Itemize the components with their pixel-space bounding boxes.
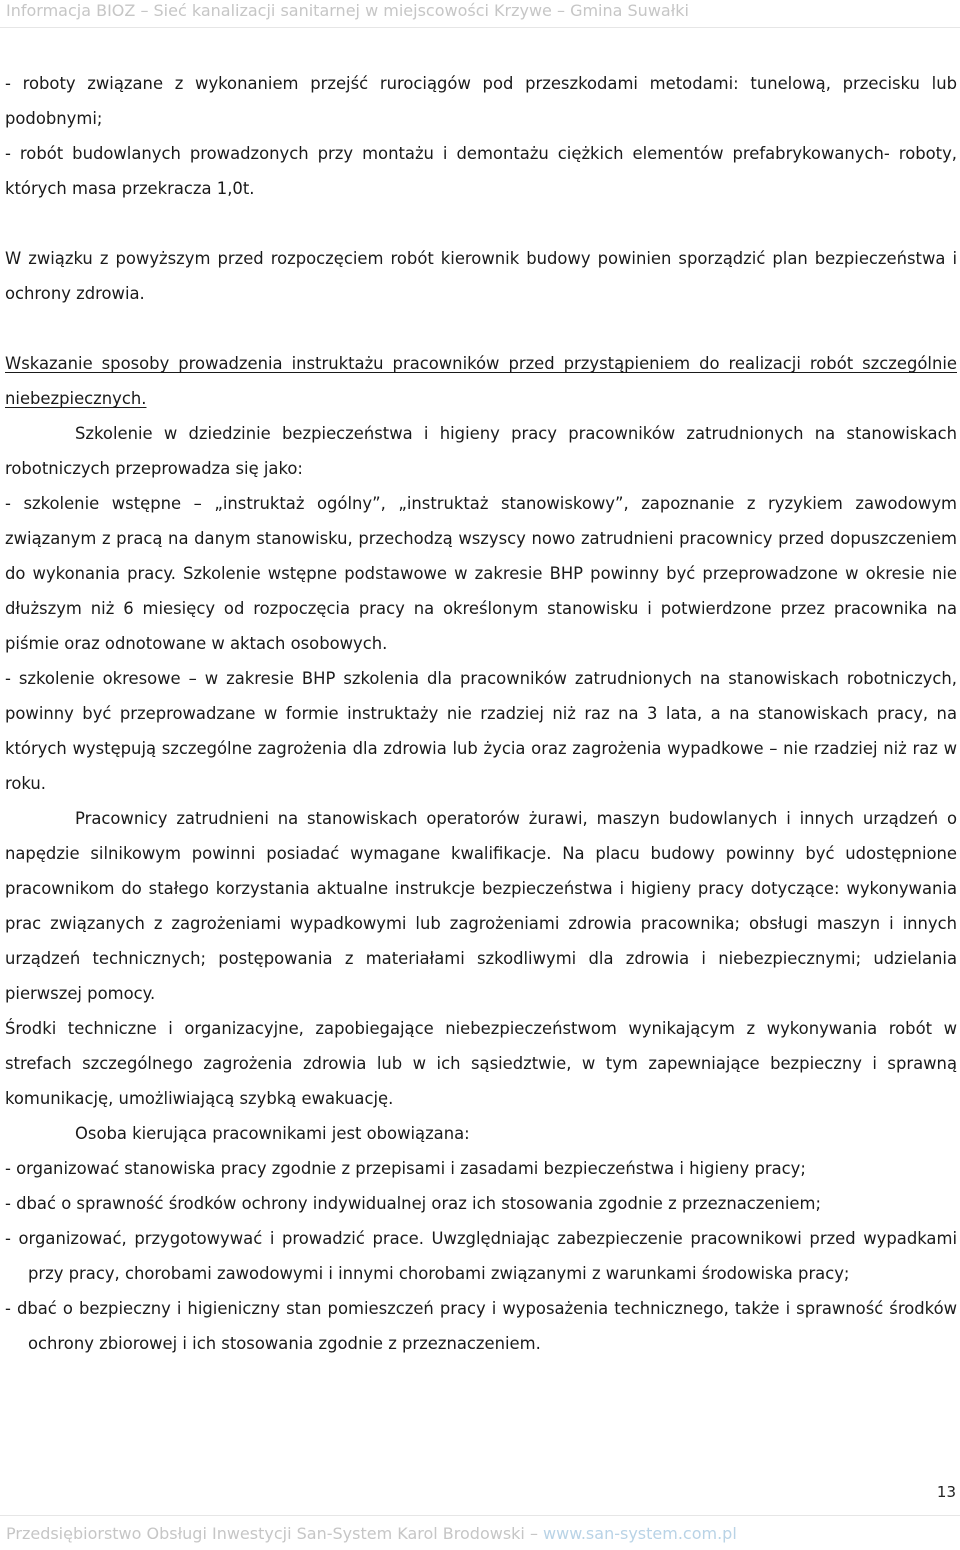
header-divider [0, 27, 960, 28]
paragraph-technical-measures: Środki techniczne i organizacyjne, zapobiegające niebezpieczeństwom wynikającym z wykonywania robót w strefach szczególnego zagrożenia zdrowia lub w ich sąsiedztwie, w tym zapewniające bezpieczny i sprawną komunikację, umożliwiającą szybką ewakuację. [5, 1019, 957, 1108]
running-footer [6, 1524, 956, 1544]
footer-website-link[interactable]: www.san-system.com.pl [543, 1524, 737, 1543]
page-number: 13 [936, 1483, 956, 1501]
footer-divider [0, 1515, 960, 1516]
footer-company: Przedsiębiorstwo Obsługi Inwestycji San-System Karol Brodowski – [6, 1524, 544, 1543]
spacer [5, 206, 957, 241]
paragraph-supervisor-duties: Osoba kierująca pracownikami jest obowiązana: [75, 1124, 470, 1143]
section-heading-training: Wskazanie sposoby prowadzenia instruktażu pracowników przed przystąpieniem do realizacji robót szczególnie niebezpiecznych. [5, 354, 957, 408]
spacer [5, 311, 957, 346]
document-body [5, 66, 957, 1361]
paragraph-safety-plan: W związku z powyższym przed rozpoczęciem robót kierownik budowy powinien sporządzić plan bezpieczeństwa i ochrony zdrowia. [5, 249, 957, 303]
list-item-duty: - organizować, przygotowywać i prowadzić prace. Uwzględniając zabezpieczenie pracownikowi przed wypadkami przy pracy, chorobami zawodowymi i innymi chorobami związanymi z warunkami środowiska pracy; [5, 1229, 957, 1283]
list-item-duty: - dbać o sprawność środków ochrony indywidualnej oraz ich stosowania zgodnie z przeznaczeniem; [5, 1194, 821, 1213]
paragraph-tunnel-works: - roboty związane z wykonaniem przejść rurociągów pod przeszkodami metodami: tunelową, przecisku lub podobnymi; [5, 74, 957, 128]
running-header: Informacja BIOZ – Sieć kanalizacji sanitarnej w miejscowości Krzywe – Gmina Suwałki [6, 1, 689, 20]
list-item-duty: - organizować stanowiska pracy zgodnie z przepisami i zasadami bezpieczeństwa i higieny pracy; [5, 1159, 806, 1178]
paragraph-prefab-works: - robót budowlanych prowadzonych przy montażu i demontażu ciężkich elementów prefabrykowanych- roboty, których masa przekracza 1,0t. [5, 144, 957, 198]
paragraph-operator-qualifications: Pracownicy zatrudnieni na stanowiskach operatorów żurawi, maszyn budowlanych i innych urządzeń o napędzie silnikowym powinni posiadać wymagane kwalifikacje. Na placu budowy powinny być udostępnione pracownikom do stałego korzystania aktualne instrukcje bezpieczeństwa i higieny pracy dotyczące: wykonywania prac związanych z zagrożeniami wypadkowymi lub zagrożeniami zdrowia pracownika; obsługi maszyn i innych urządzeń technicznych; postępowania z materiałami szkodliwymi dla zdrowia i niebezpiecznymi; udzielania pierwszej pomocy. [5, 809, 957, 1003]
paragraph-periodic-training: - szkolenie okresowe – w zakresie BHP szkolenia dla pracowników zatrudnionych na stanowiskach robotniczych, powinny być przeprowadzane w formie instruktaży nie rzadziej niż raz na 3 lata, a na stanowiskach pracy, na których występują szczególne zagrożenia dla zdrowia lub życia oraz zagrożenia wypadkowe – nie rzadziej niż raz w roku. [5, 669, 957, 793]
list-item-duty: - dbać o bezpieczny i higieniczny stan pomieszczeń pracy i wyposażenia technicznego, także i sprawność środków ochrony zbiorowej i ich stosowania zgodnie z przeznaczeniem. [5, 1299, 957, 1353]
paragraph-initial-training: - szkolenie wstępne – „instruktaż ogólny”, „instruktaż stanowiskowy”, zapoznanie z ryzykiem zawodowym związanym z pracą na danym stanowisku, przechodzą wszyscy nowo zatrudnieni pracownicy przed dopuszczeniem do wykonania pracy. Szkolenie wstępne podstawowe w zakresie BHP powinny być przeprowadzone w okresie nie dłuższym niż 6 miesięcy od rozpoczęcia pracy na określonym stanowisku i potwierdzone przez pracownika na piśmie oraz odnotowane w aktach osobowych. [5, 494, 957, 653]
paragraph-training-intro: Szkolenie w dziedzinie bezpieczeństwa i higieny pracy pracowników zatrudnionych na stanowiskach robotniczych przeprowadza się jako: [5, 424, 957, 478]
